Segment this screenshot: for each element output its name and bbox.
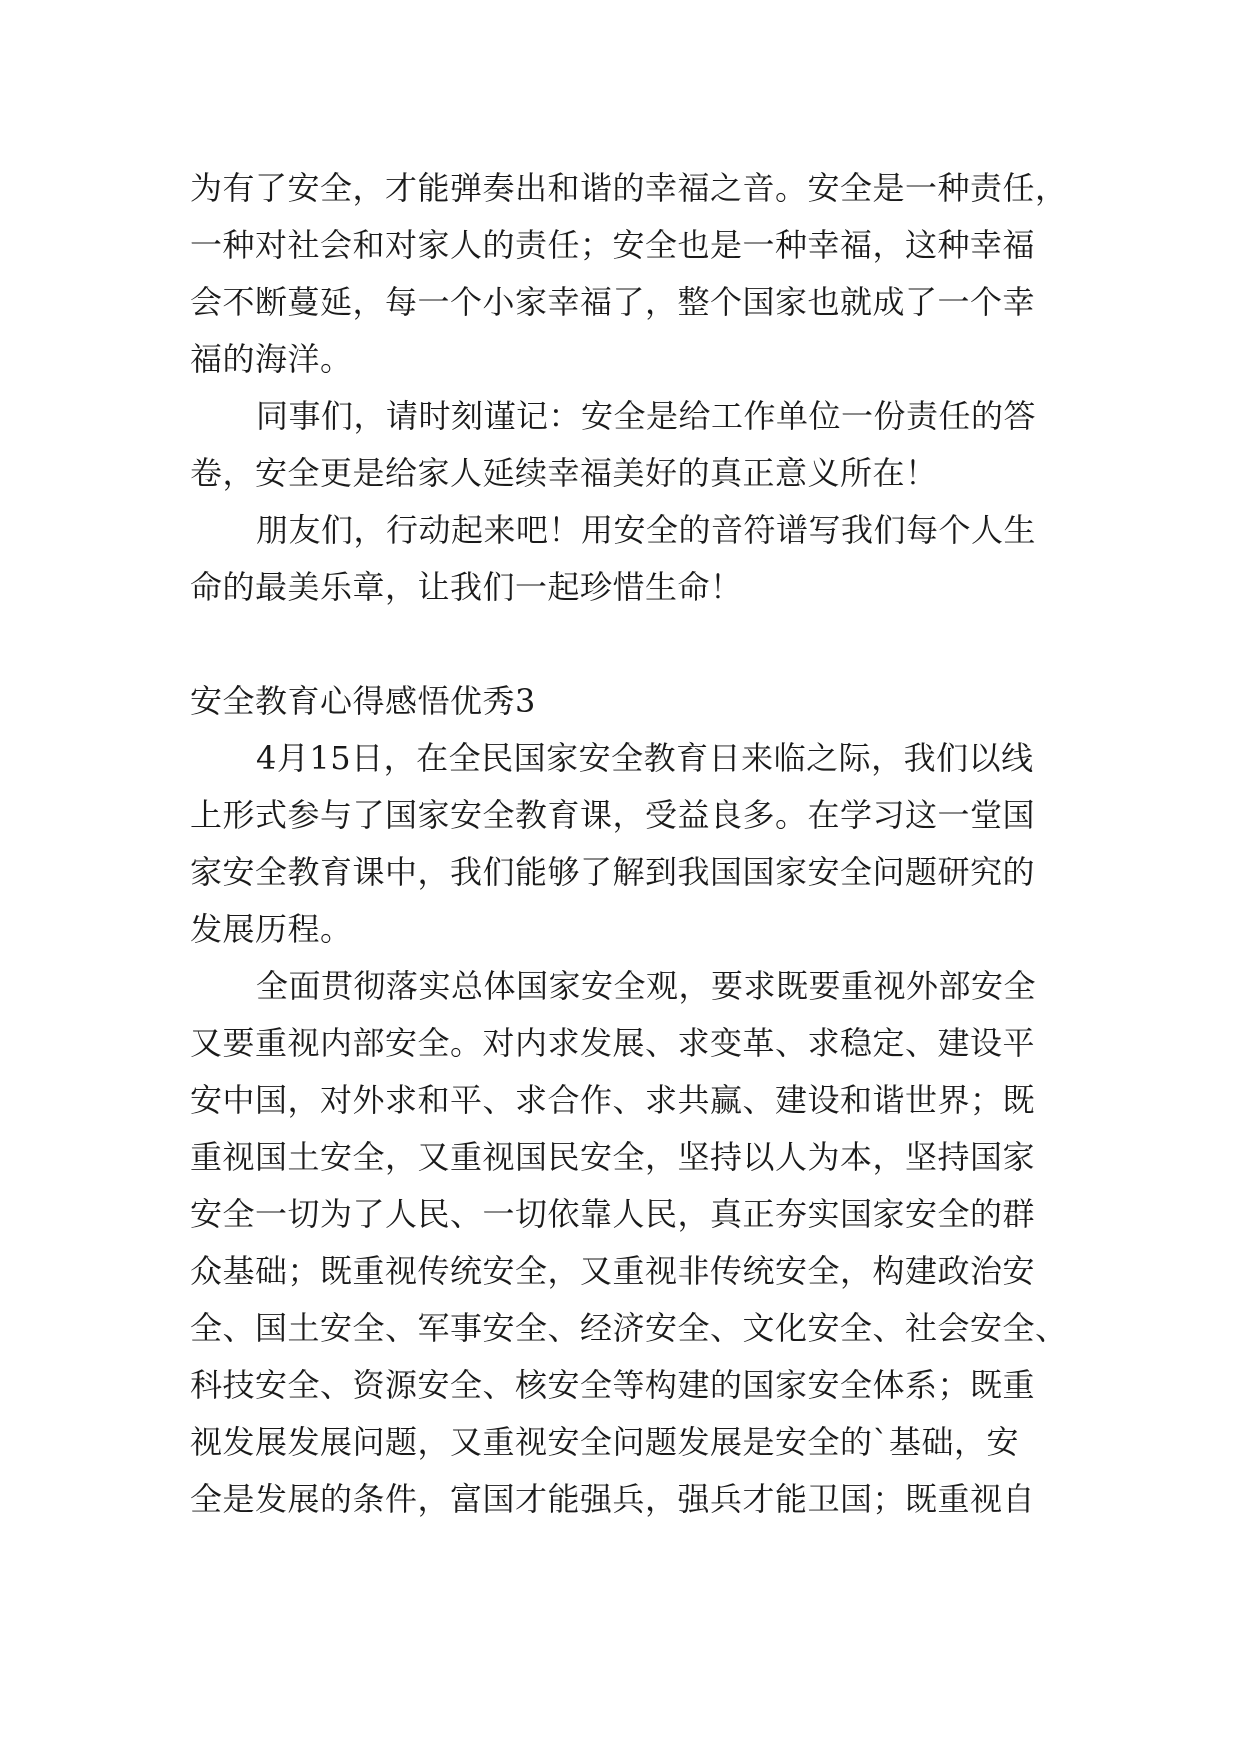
text-line: 朋友们，行动起来吧！用安全的音符谱写我们每个人生: [256, 511, 1037, 549]
text-line: 视发展发展问题，又重视安全问题发展是安全的`基础，安: [190, 1423, 1020, 1461]
text-line: 安全一切为了人民、一切依靠人民，真正夯实国家安全的群: [190, 1195, 1036, 1233]
text-line: 会不断蔓延，每一个小家幸福了，整个国家也就成了一个幸: [190, 283, 1036, 321]
text-line: 重视国土安全，又重视国民安全，坚持以人为本，坚持国家: [190, 1138, 1036, 1176]
text-line: 发展历程。: [190, 910, 353, 948]
section-heading: 安全教育心得感悟优秀3: [190, 682, 536, 720]
text-line: 福的海洋。: [190, 340, 353, 378]
text-line: 又要重视内部安全。对内求发展、求变革、求稳定、建设平: [190, 1024, 1036, 1062]
paragraph: [190, 160, 1068, 388]
text-line: 卷，安全更是给家人延续幸福美好的真正意义所在！: [190, 454, 938, 492]
text-line: 安中国，对外求和平、求合作、求共赢、建设和谐世界；既: [190, 1081, 1036, 1119]
text-line: 4月15日，在全民国家安全教育日来临之际，我们以线: [256, 739, 1034, 777]
text-line: 家安全教育课中，我们能够了解到我国国家安全问题研究的: [190, 853, 1036, 891]
text-line: 众基础；既重视传统安全，又重视非传统安全，构建政治安: [190, 1252, 1036, 1290]
text-line: 全面贯彻落实总体国家安全观，要求既要重视外部安全: [256, 967, 1037, 1005]
text-line: 为有了安全，才能弹奏出和谐的幸福之音。安全是一种责任，: [190, 169, 1068, 207]
text-line: 全、国土安全、军事安全、经济安全、文化安全、社会安全、: [190, 1309, 1068, 1347]
paragraph: [190, 958, 1068, 1528]
text-line: 同事们，请时刻谨记：安全是给工作单位一份责任的答: [256, 397, 1037, 435]
paragraph: [190, 502, 1062, 616]
text-line: 一种对社会和对家人的责任；安全也是一种幸福，这种幸福: [190, 226, 1036, 264]
text-line: 上形式参与了国家安全教育课，受益良多。在学习这一堂国: [190, 796, 1036, 834]
document-page: [190, 160, 1068, 1528]
paragraph: [190, 388, 1062, 502]
text-line: 命的最美乐章，让我们一起珍惜生命！: [190, 568, 743, 606]
paragraph: [190, 730, 1062, 958]
text-line: 全是发展的条件，富国才能强兵，强兵才能卫国；既重视自: [190, 1480, 1036, 1518]
text-line: 科技安全、资源安全、核安全等构建的国家安全体系；既重: [190, 1366, 1036, 1404]
